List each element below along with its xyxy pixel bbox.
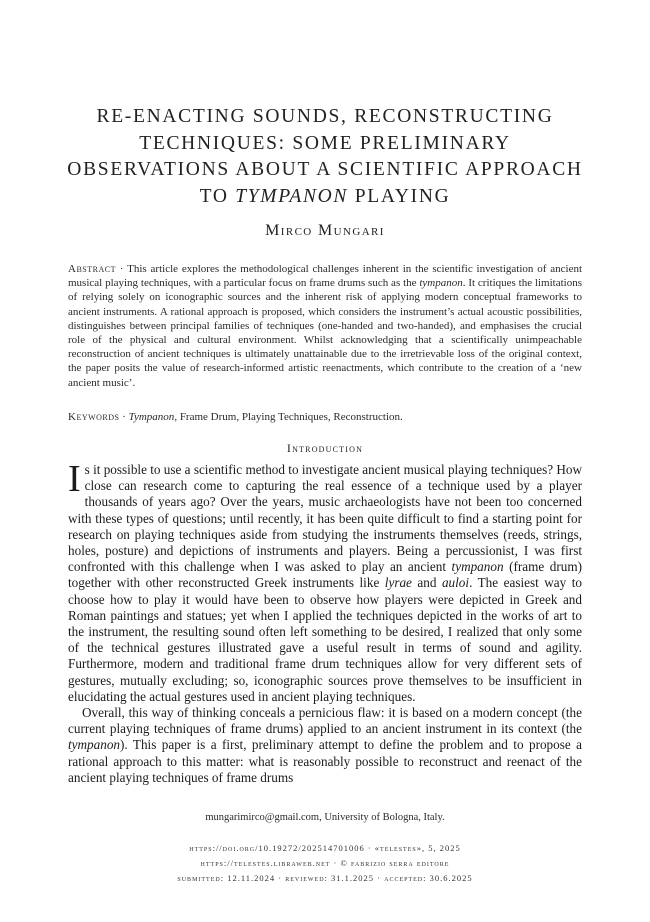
paragraph-2 <box>68 705 582 786</box>
title-line-4-em: TYMPANON <box>235 185 349 207</box>
abstract-em-1: tympanon <box>419 277 463 290</box>
abstract-text-1: This article explores the methodological challenges inherent in the scientific investigation of ancient musical playing techniques, with a particular focus on frame drums such as the <box>68 263 583 290</box>
p2-text-a: Overall, this way of thinking conceals a pernicious flaw: it is based on a modern concept (the current playing techniques of frame drums) applied to an ancient instrument in its context (the <box>68 705 582 737</box>
p1-em-3: auloi <box>441 575 470 591</box>
title-line-3: OBSERVATIONS ABOUT A SCIENTIFIC APPROACH <box>67 159 583 180</box>
abstract <box>68 262 582 390</box>
author-name: Mirco Mungari <box>265 222 385 239</box>
title-line-4-pre: TO <box>199 185 236 207</box>
drop-cap: I <box>68 458 81 500</box>
p1-text-a: s it possible to use a scientific method to investigate ancient musical playing techniques? How close can research come to capturing the real essence of a technique used by a player thousands of years ago? Over the years, music archaeologists have not been too concerned with these types of questions; until recently, it has been quite difficult to find a starting point for research on playing techniques aside from studying the instruments themselves (reeds, strings, holes, posture) and depictions of instruments and players. Being a percussionist, I was first confronted with this challenge when I was asked to play an ancient <box>68 462 583 575</box>
title-line-4-post: PLAYING <box>348 185 451 207</box>
p1-em-1: tympanon <box>451 559 504 575</box>
footer-doi-line: https://doi.org/10.19272/202514701006 · «telestes», 5, 2025 <box>189 843 461 853</box>
p2-text-b: ). This paper is a first, preliminary attempt to define the problem and to propose a rational approach to this matter: what is reasonably possible to reconstruct and reenact of the ancient playing techniques of frame drums <box>68 737 582 785</box>
keywords-label: Keywords <box>68 411 120 423</box>
abstract-label: Abstract <box>68 263 116 275</box>
article-title <box>0 104 650 210</box>
abstract-text-2: . It critiques the limitations of relying solely on iconographic sources and the inherent risk of applying modern conceptual frameworks to ancient instruments. A rational approach is proposed, which considers the instrument’s actual acoustic possibilities, distinguishes between principal families of techniques (one-handed and two-handed), and emphasises the crucial role of the physical and cultural environment. Whilst acknowledging that a scientifically unimpeachable reconstruction of ancient techniques is ultimately unattainable due to the irretrievable loss of the original context, the paper posits the value of research-informed artistic reenactments, which contribute to the creation of a ‘new ancient music’. <box>68 277 582 389</box>
keywords-em: Tympanon <box>128 411 175 423</box>
keywords <box>68 410 582 424</box>
title-line-1: RE-ENACTING SOUNDS, RECONSTRUCTING <box>96 106 554 127</box>
p1-text-d: . The easiest way to choose how to play it would have been to observe how players were depicted in Greek and Roman paintings and statues; yet when I applied the techniques depicted in the works of art to the instrument, the resulting sound often left something to be desired, I realized that only some of the technical gestures illustrated gave a useful result in terms of sound and agility. Furthermore, modern and traditional frame drum techniques allow for very different sets of gestures, mutually excluding; so, iconographic sources prove themselves to be insufficient in elucidating the actual gestures used in ancient playing techniques. <box>68 575 582 704</box>
p1-text-b: (frame drum) together with other reconstructed Greek instruments like <box>68 559 582 591</box>
section-title: Introduction <box>286 441 364 455</box>
title-line-4 <box>0 184 650 211</box>
title-line-2: TECHNIQUES: SOME PRELIMINARY <box>139 132 511 154</box>
keywords-rest: , Frame Drum, Playing Techniques, Reconstruction. <box>174 411 403 423</box>
p1-text-c: and <box>411 575 442 591</box>
paragraph-1 <box>68 458 583 705</box>
abstract-sep: · <box>115 263 128 275</box>
body-text <box>68 458 583 786</box>
keywords-sep: · <box>119 411 129 423</box>
footer-publisher-line: https://telestes.libraweb.net · © fabrizio serra editore <box>200 858 450 868</box>
footnote-email: mungarimirco@gmail.com, University of Bologna, Italy. <box>205 812 445 823</box>
footer-dates-line: submitted: 12.11.2024 · reviewed: 31.1.2025 · accepted: 30.6.2025 <box>177 873 473 883</box>
p1-em-2: lyrae <box>384 575 412 591</box>
p2-em: tympanon <box>68 737 121 753</box>
